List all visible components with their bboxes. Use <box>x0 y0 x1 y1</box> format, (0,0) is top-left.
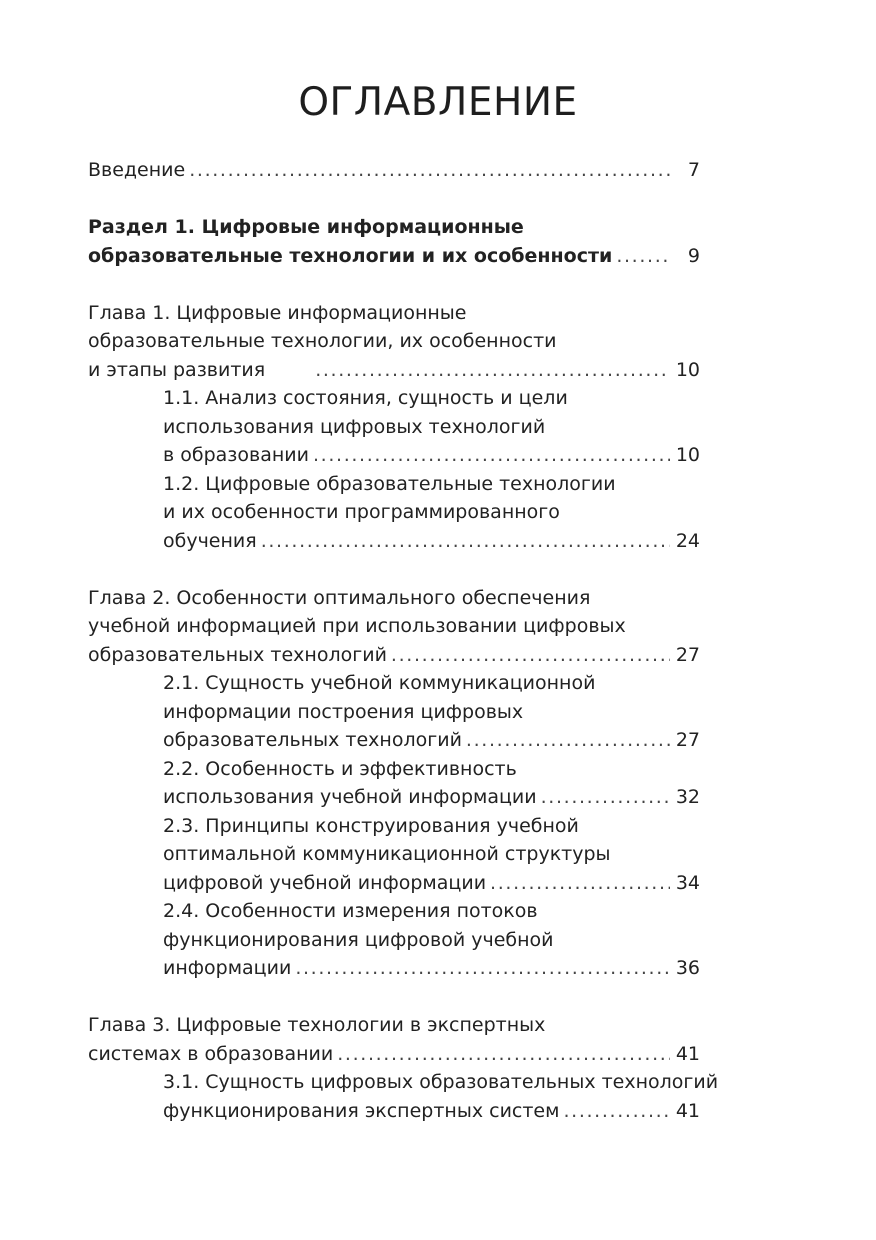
toc-page-number: 10 <box>675 444 700 466</box>
toc-entry-chapter-2 <box>88 584 728 670</box>
toc-last-line <box>88 242 700 271</box>
toc-entry-text: использования учебной информации <box>163 786 537 808</box>
toc-line: 2.2. Особенность и эффективность <box>163 757 517 780</box>
toc-line: информации построения цифровых <box>163 700 524 723</box>
toc-entry-text: системах в образовании <box>88 1042 334 1065</box>
toc-page-number: 36 <box>675 957 700 979</box>
toc-last-line <box>163 441 700 470</box>
toc-last-line <box>88 1040 700 1069</box>
toc-entry-section-1 <box>88 213 728 270</box>
dot-leader <box>563 1097 670 1126</box>
dot-leader <box>315 356 670 385</box>
toc-entry-chapter-1 <box>88 299 728 385</box>
toc-last-line <box>163 869 700 898</box>
toc-line: и их особенности программированного <box>163 501 560 523</box>
table-of-contents <box>88 156 728 1125</box>
toc-page-number: 10 <box>675 358 700 381</box>
toc-line: 3.1. Сущность цифровых образовательных технологий <box>163 1071 719 1093</box>
toc-last-line <box>88 156 700 185</box>
toc-line: 2.1. Сущность учебной коммуникационной <box>163 672 596 694</box>
toc-line: Раздел 1. Цифровые информационные <box>88 216 524 238</box>
toc-entry-text: образовательных технологий <box>88 643 387 666</box>
toc-entry-2-1 <box>88 669 728 755</box>
toc-line: использования цифровых технологий <box>163 415 546 438</box>
toc-line: 2.3. Принципы конструирования учебной <box>163 814 579 837</box>
toc-page-number: 32 <box>675 786 700 808</box>
toc-line: 2.4. Особенности измерения потоков <box>163 900 538 922</box>
toc-entry-chapter-3 <box>88 1011 728 1068</box>
toc-entry-text: образовательных технологий <box>163 729 462 751</box>
dot-leader <box>616 242 670 271</box>
toc-entry-introduction <box>88 156 728 185</box>
toc-line: 1.2. Цифровые образовательные технологии <box>163 472 616 495</box>
toc-last-line <box>163 954 700 983</box>
toc-entry-2-2 <box>88 755 728 812</box>
toc-entry-text: и этапы развития <box>88 358 266 381</box>
toc-page-number: 7 <box>687 159 700 181</box>
toc-page-number: 24 <box>675 529 700 552</box>
dot-leader <box>337 1040 670 1069</box>
section-spacer <box>88 185 728 214</box>
toc-line: оптимальной коммуникационной структуры <box>163 843 611 865</box>
toc-entry-text: функционирования экспертных систем <box>163 1099 560 1122</box>
toc-last-line <box>163 783 700 812</box>
dot-leader <box>466 726 670 755</box>
toc-entry-2-3 <box>88 812 728 898</box>
toc-page-number: 41 <box>675 1042 700 1065</box>
section-spacer <box>88 983 728 1012</box>
toc-line: учебной информацией при использовании цифровых <box>88 615 626 637</box>
dot-leader <box>313 441 670 470</box>
toc-entry-text: цифровой учебной информации <box>163 871 487 894</box>
toc-entry-text: образовательные технологии и их особенности <box>88 244 613 267</box>
toc-entry-3-1 <box>88 1068 728 1125</box>
toc-page-number: 27 <box>675 729 700 751</box>
toc-page-number: 27 <box>675 643 700 666</box>
toc-page-number: 9 <box>687 244 700 267</box>
toc-page-number: 41 <box>675 1099 700 1122</box>
dot-leader <box>189 156 670 185</box>
toc-entry-text: Введение <box>88 159 186 181</box>
toc-entry-text: обучения <box>163 529 257 552</box>
section-spacer <box>88 555 728 584</box>
toc-line: Глава 1. Цифровые информационные <box>88 301 467 324</box>
dot-leader <box>391 641 670 670</box>
dot-leader <box>541 783 670 812</box>
toc-entry-text: информации <box>163 957 292 979</box>
toc-line: образовательные технологии, их особенности <box>88 330 557 352</box>
section-spacer <box>88 270 728 299</box>
toc-entry-1-2 <box>88 470 728 556</box>
toc-page-number: 34 <box>675 871 700 894</box>
toc-last-line <box>163 527 700 556</box>
dot-leader <box>295 954 670 983</box>
toc-entry-2-4 <box>88 897 728 983</box>
toc-line: Глава 2. Особенности оптимального обеспечения <box>88 586 591 609</box>
toc-line: Глава 3. Цифровые технологии в экспертных <box>88 1014 546 1036</box>
dot-leader <box>261 527 670 556</box>
toc-last-line <box>88 641 700 670</box>
toc-last-line <box>163 726 700 755</box>
page-title: ОГЛАВЛЕНИЕ <box>298 80 578 125</box>
toc-line: 1.1. Анализ состояния, сущность и цели <box>163 387 568 409</box>
toc-last-line <box>163 1097 700 1126</box>
toc-line: функционирования цифровой учебной <box>163 928 554 951</box>
dot-leader <box>490 869 670 898</box>
toc-entry-1-1 <box>88 384 728 470</box>
toc-entry-text: в образовании <box>163 444 309 466</box>
toc-last-line <box>88 356 700 385</box>
